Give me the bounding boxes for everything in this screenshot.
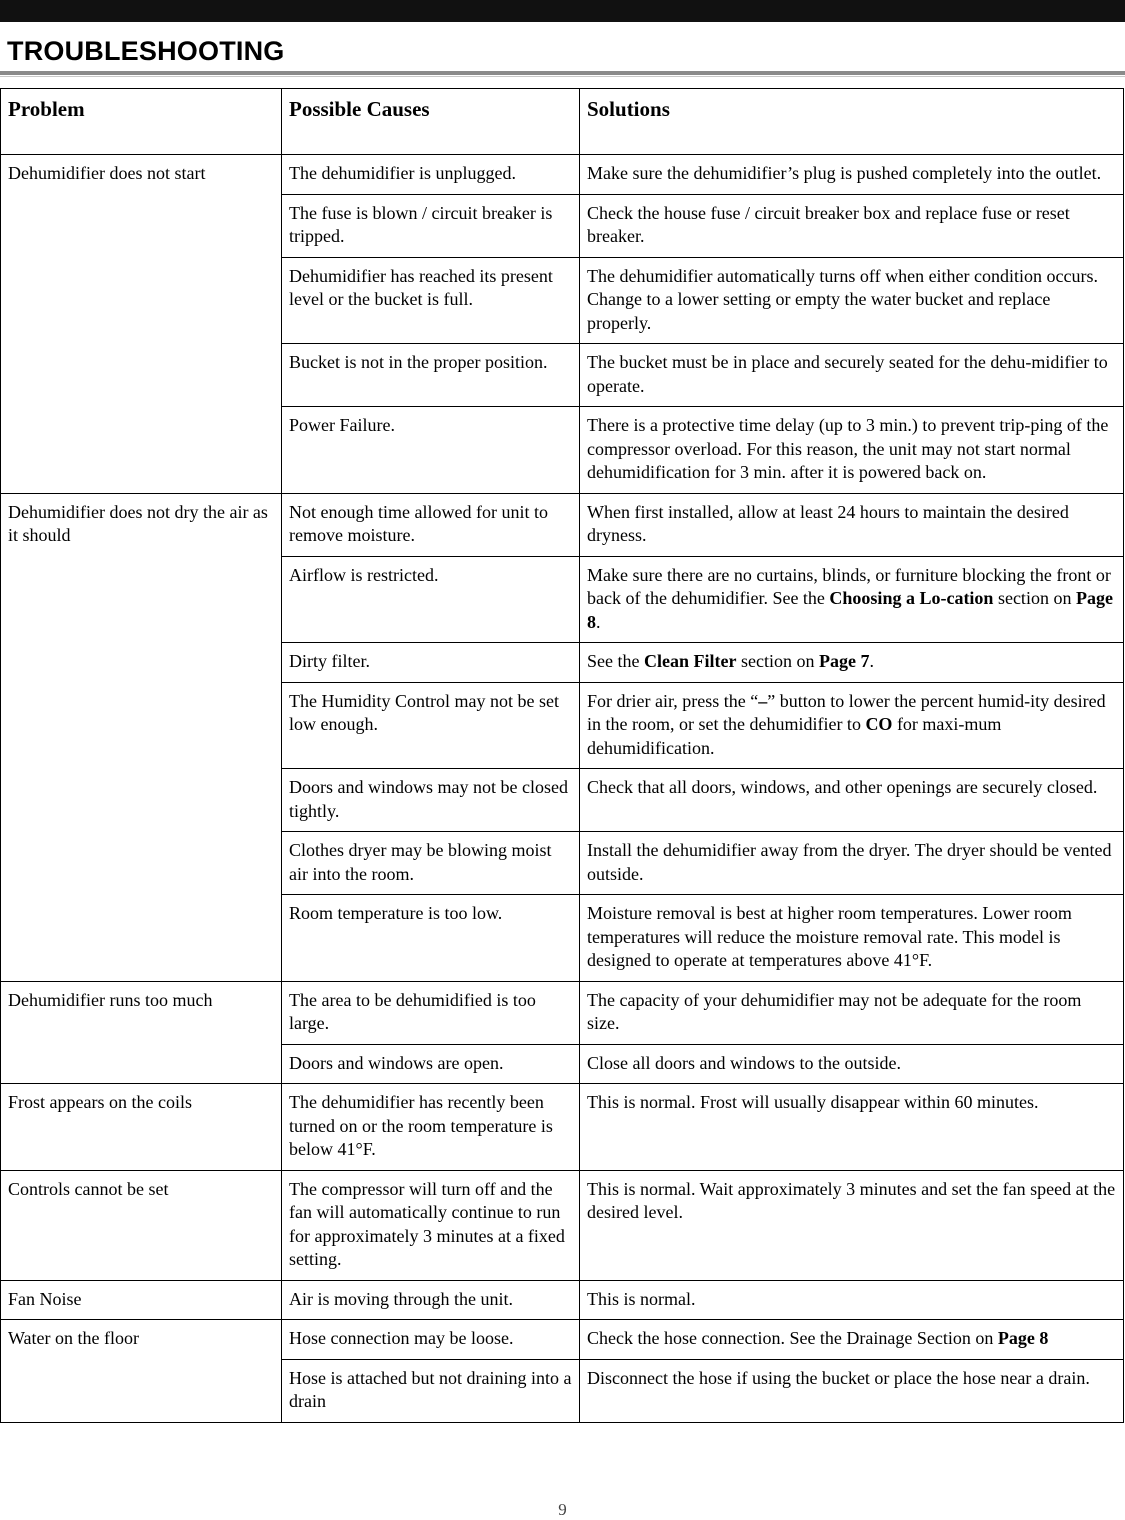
solution-text-part: for maxi-mum dehumidification.	[587, 714, 1002, 758]
solution-text: Check that all doors, windows, and other openings are securely closed.	[587, 777, 1098, 797]
solution-text: Check the hose connection. See the Drainage Section on	[587, 1328, 998, 1348]
solution-text-part: Choosing a Lo-cation	[829, 588, 994, 608]
solution-cell	[580, 643, 1124, 683]
solution-text-part: section on	[736, 651, 819, 671]
cause-cell: Dehumidifier has reached its present level or the bucket is full.	[282, 257, 580, 344]
solution-cell	[580, 493, 1124, 556]
solution-cell	[580, 1280, 1124, 1320]
cause-cell: The area to be dehumidified is too large.	[282, 981, 580, 1044]
solution-text-part: ” button to lower the percent humid-ity desired in the room, or set the dehumidifier to	[587, 690, 1106, 734]
cause-cell: Room temperature is too low.	[282, 895, 580, 982]
table-row	[1, 981, 1124, 1044]
cause-cell: Airflow is restricted.	[282, 556, 580, 643]
solution-text-part: –	[758, 690, 768, 711]
solution-cell	[580, 194, 1124, 257]
cause-cell: The dehumidifier is unplugged.	[282, 155, 580, 195]
solution-cell	[580, 832, 1124, 895]
solution-text-part: .	[596, 611, 601, 632]
page-title: TROUBLESHOOTING	[7, 36, 285, 66]
solution-text-part: Page 8	[997, 1328, 1049, 1348]
top-bar	[0, 0, 1125, 22]
solution-text: Make sure the dehumidifier’s plug is pushed completely into the outlet.	[587, 163, 1102, 183]
solution-text: Moisture removal is best at higher room temperatures. Lower room temperatures will reduce the moisture removal rate. This model is designed to operate at temperatures above 41°F.	[587, 903, 1072, 970]
header-solutions: Solutions	[580, 89, 1124, 155]
problem-cell: Frost appears on the coils	[1, 1084, 282, 1171]
cause-cell: Hose is attached but not draining into a drain	[282, 1359, 580, 1422]
cause-cell: Clothes dryer may be blowing moist air into the room.	[282, 832, 580, 895]
cause-cell: Doors and windows are open.	[282, 1044, 580, 1084]
cause-cell: Not enough time allowed for unit to remove moisture.	[282, 493, 580, 556]
solution-text: Install the dehumidifier away from the dryer. The dryer should be vented outside.	[587, 840, 1112, 884]
table-row	[1, 1280, 1124, 1320]
solution-text-part: CO	[865, 714, 893, 734]
cause-cell: Dirty filter.	[282, 643, 580, 683]
solution-text-part: .	[869, 651, 874, 671]
solution-text: Make sure there are no curtains, blinds, or furniture blocking the front or back of the dehumidifier. See the	[587, 564, 1111, 608]
table-row	[1, 155, 1124, 195]
troubleshooting-table	[0, 88, 1124, 1423]
table-row	[1, 1084, 1124, 1171]
solution-cell	[580, 1084, 1124, 1171]
solution-text: There is a protective time delay (up to 3 min.) to prevent trip-ping of the compressor overload. For this reason, the unit may not start normal dehumidification for 3 min. after it is powered back on.	[587, 415, 1109, 482]
cause-cell: The dehumidifier has recently been turned on or the room temperature is below 41°F.	[282, 1084, 580, 1171]
cause-cell: Bucket is not in the proper position.	[282, 344, 580, 407]
solution-text: The dehumidifier automatically turns off when either condition occurs. Change to a lower setting or empty the water bucket and replace properly.	[587, 265, 1099, 333]
cause-cell: The Humidity Control may not be set low enough.	[282, 682, 580, 769]
solution-text: The bucket must be in place and securely seated for the dehu-midifier to operate.	[587, 352, 1108, 396]
solution-text: Check the house fuse / circuit breaker box and replace fuse or reset breaker.	[587, 202, 1070, 246]
solution-cell	[580, 682, 1124, 769]
solution-text-part: section on	[993, 588, 1076, 608]
problem-cell: Dehumidifier does not start	[1, 155, 282, 494]
solution-cell	[580, 257, 1124, 344]
solution-text: This is normal. Wait approximately 3 minutes and set the fan speed at the desired level.	[587, 1178, 1116, 1222]
page-number: 9	[558, 1500, 567, 1519]
solution-cell	[580, 895, 1124, 982]
solution-text: This is normal. Frost will usually disappear within 60 minutes.	[587, 1092, 1039, 1112]
solution-cell	[580, 981, 1124, 1044]
solution-cell	[580, 407, 1124, 494]
solution-text-part: Clean Filter	[643, 651, 737, 671]
problem-cell: Dehumidifier runs too much	[1, 981, 282, 1084]
header-problem: Problem	[1, 89, 282, 155]
table-row	[1, 1320, 1124, 1360]
table-row	[1, 493, 1124, 556]
solution-text: For drier air, press the “	[587, 690, 759, 711]
solution-text: The capacity of your dehumidifier may not be adequate for the room size.	[587, 989, 1082, 1033]
solution-text: Disconnect the hose if using the bucket or place the hose near a drain.	[587, 1367, 1090, 1388]
solution-text: When first installed, allow at least 24 hours to maintain the desired dryness.	[587, 501, 1069, 545]
problem-cell: Fan Noise	[1, 1280, 282, 1320]
cause-cell: Power Failure.	[282, 407, 580, 494]
solution-text: This is normal.	[587, 1288, 696, 1309]
cause-cell: Air is moving through the unit.	[282, 1280, 580, 1320]
table-row	[1, 1170, 1124, 1280]
cause-cell: Hose connection may be loose.	[282, 1320, 580, 1360]
cause-cell: Doors and windows may not be closed tightly.	[282, 769, 580, 832]
solution-cell	[580, 769, 1124, 832]
solution-cell	[580, 344, 1124, 407]
solution-cell	[580, 556, 1124, 643]
title-rule	[0, 71, 1125, 75]
cause-cell: The compressor will turn off and the fan will automatically continue to run for approximately 3 minutes at a fixed setting.	[282, 1170, 580, 1280]
solution-cell	[580, 1170, 1124, 1280]
solution-cell	[580, 155, 1124, 195]
header-causes: Possible Causes	[282, 89, 580, 155]
problem-cell: Controls cannot be set	[1, 1170, 282, 1280]
solution-text-part: Page 7	[818, 651, 870, 671]
table-body	[1, 155, 1124, 1423]
title-rule-thin	[0, 76, 1125, 77]
solution-cell	[580, 1320, 1124, 1360]
solution-cell	[580, 1359, 1124, 1422]
header-row	[1, 89, 1124, 155]
solution-text: Close all doors and windows to the outside.	[587, 1052, 901, 1073]
problem-cell: Water on the floor	[1, 1320, 282, 1423]
solution-text-part: Page 8	[587, 588, 1113, 632]
solution-text: See the	[587, 651, 644, 671]
solution-cell	[580, 1044, 1124, 1084]
problem-cell: Dehumidifier does not dry the air as it should	[1, 493, 282, 981]
cause-cell: The fuse is blown / circuit breaker is tripped.	[282, 194, 580, 257]
